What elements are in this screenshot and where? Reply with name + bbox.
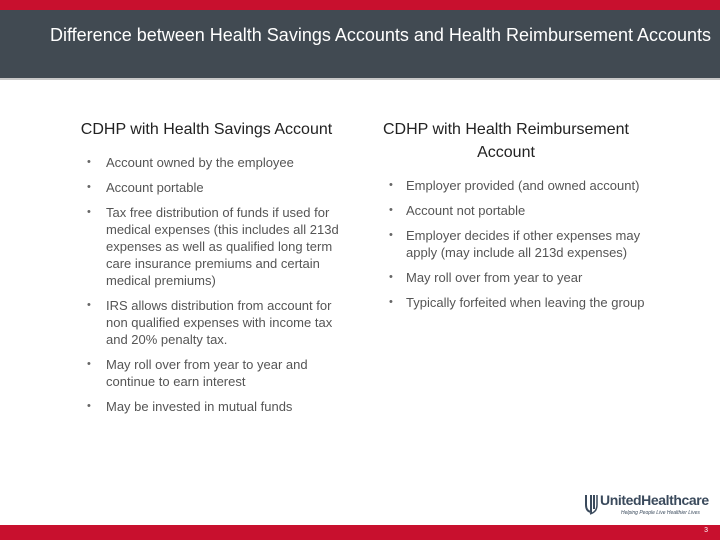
unitedhealthcare-logo-icon [584,493,600,515]
slide-title: Difference between Health Savings Accounts and Health Reimbursement Accounts [50,25,712,45]
list-item: • May roll over from year to year [389,270,583,285]
list-item: • Tax free distribution of funds if used for medical expenses (this includes all 213d expenses as well as qualified long term care insurance premiums and certain medical premiums) [87,205,339,288]
list-item: • Employer decides if other expenses may apply (may include all 213d expenses) [389,228,641,260]
hra-list [356,177,656,311]
list-item: • May roll over from year to year and continue to earn interest [87,357,308,389]
bullet-icon: • [87,206,91,218]
bullet-icon: • [389,296,393,308]
list-item: • Account portable [87,180,204,195]
unitedhealthcare-logo [584,491,709,519]
header-divider [0,78,720,80]
bottom-accent-bar [0,525,720,540]
list-item: • Employer provided (and owned account) [389,178,640,193]
bullet-icon: • [389,204,393,216]
bullet-icon: • [389,179,393,191]
bullet-icon: • [389,229,393,241]
list-item: • Account not portable [389,203,526,218]
page-number: 3 [704,527,708,534]
hsa-heading: CDHP with Health Savings Account [80,121,333,138]
bullet-icon: • [389,271,393,283]
slide-header [0,10,720,78]
hra-column [356,118,656,319]
list-item: • IRS allows distribution from account for non qualified expenses with income tax and 20% penalty tax. [87,298,333,347]
list-item: • May be invested in mutual funds [87,399,293,414]
logo-tagline: Helping People Live Healthier Lives [621,510,700,516]
hra-heading: CDHP with Health Reimbursement Account [382,121,629,161]
hsa-column [80,118,345,423]
top-accent-bar [0,0,720,10]
logo-wordmark: UnitedHealthcare [600,492,709,508]
list-item: • Account owned by the employee [87,155,294,170]
bullet-icon: • [87,400,91,412]
list-item: • Typically forfeited when leaving the group [389,295,645,310]
hsa-list [80,154,345,415]
bullet-icon: • [87,299,91,311]
bullet-icon: • [87,181,91,193]
bullet-icon: • [87,358,91,370]
bullet-icon: • [87,156,91,168]
